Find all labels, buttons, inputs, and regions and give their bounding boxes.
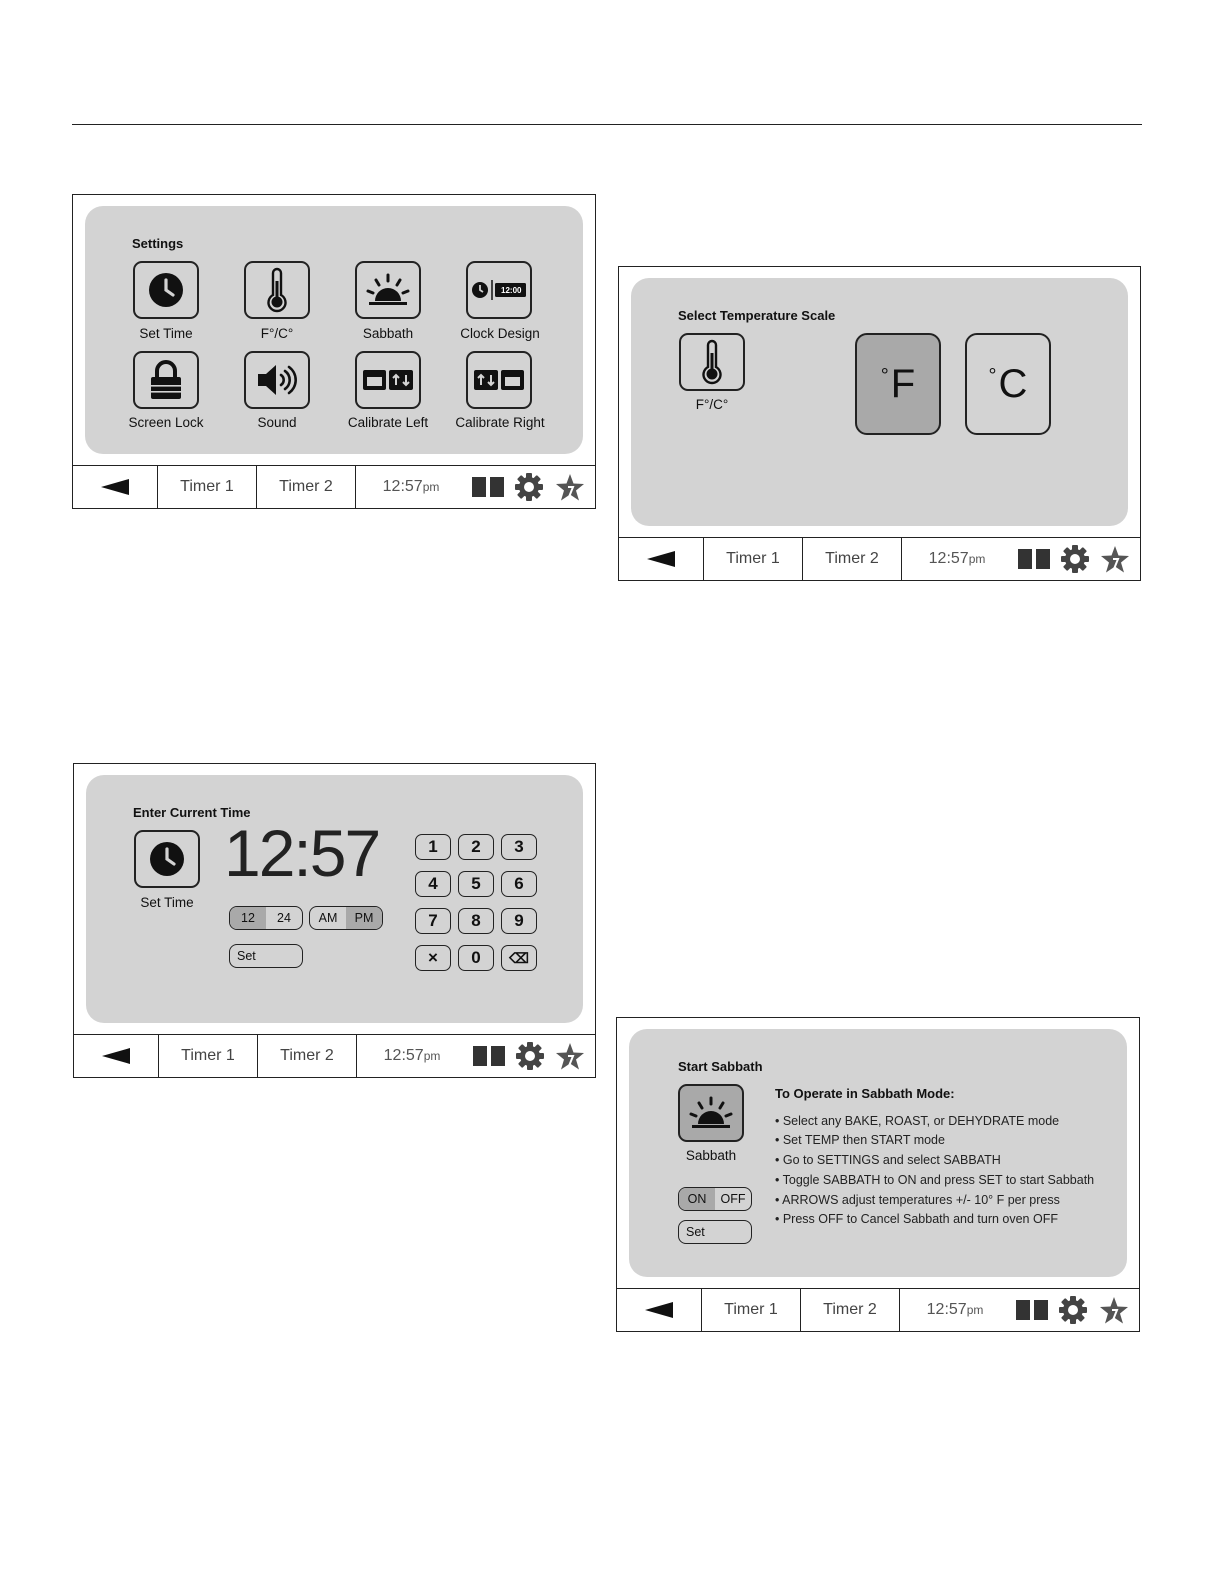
back-button[interactable]: [617, 1289, 702, 1331]
key-0[interactable]: 0: [458, 945, 494, 971]
key-7[interactable]: 7: [415, 908, 451, 934]
bottom-bar: [74, 1034, 595, 1077]
clock-icon: [147, 271, 185, 309]
clock-display: [900, 1289, 1010, 1331]
screen-lock-label: Screen Lock: [128, 415, 204, 430]
celsius-label: C: [998, 361, 1028, 406]
back-arrow-icon: [101, 479, 129, 495]
clock-design-label: Clock Design: [460, 326, 540, 341]
set-button[interactable]: [678, 1220, 752, 1244]
panel-title: Settings: [132, 236, 184, 251]
temperature-scale-panel: [631, 278, 1128, 526]
bar-icons: [466, 466, 595, 508]
calibrate-left-button[interactable]: [355, 351, 421, 409]
instruction-line: • ARROWS adjust temperatures +/- 10° F per press: [775, 1192, 1060, 1207]
clock-time: 12:57: [383, 1047, 424, 1064]
clock-icon: [148, 840, 186, 878]
bottom-bar: [619, 537, 1140, 580]
gear-icon[interactable]: [515, 473, 543, 501]
clock-period: pm: [966, 1303, 984, 1317]
temp-scale-label: F°/C°: [695, 397, 729, 412]
star-icon[interactable]: [1100, 545, 1130, 573]
key-4[interactable]: 4: [415, 871, 451, 897]
timer-2-button[interactable]: Timer 2: [803, 538, 902, 580]
clock-display: [357, 1035, 467, 1077]
backspace-key[interactable]: ⌫: [501, 945, 537, 971]
bar-icons: [1012, 538, 1140, 580]
format-24-option[interactable]: 24: [277, 911, 291, 925]
hour-format-toggle[interactable]: [229, 906, 303, 930]
clock-time: 12:57: [382, 478, 423, 495]
sunrise-icon: [688, 1096, 734, 1130]
sound-label: Sound: [257, 415, 297, 430]
sabbath-on-off-toggle[interactable]: [678, 1187, 752, 1211]
clock-period: pm: [422, 480, 440, 494]
key-1[interactable]: 1: [415, 834, 451, 860]
clock-period: pm: [423, 1049, 441, 1063]
key-5[interactable]: 5: [458, 871, 494, 897]
timer-2-button[interactable]: Timer 2: [258, 1035, 357, 1077]
set-time-button[interactable]: [133, 261, 199, 319]
clock-period: pm: [968, 552, 986, 566]
instruction-line: • Go to SETTINGS and select SABBATH: [775, 1153, 1001, 1168]
instruction-line: • Select any BAKE, ROAST, or DEHYDRATE mode: [775, 1113, 1060, 1128]
settings-panel: [85, 206, 583, 454]
timer-1-button[interactable]: Timer 1: [159, 1035, 258, 1077]
instruction-line: • Press OFF to Cancel Sabbath and turn oven OFF: [775, 1212, 1058, 1227]
timer-1-button[interactable]: Timer 1: [158, 466, 257, 508]
key-9[interactable]: 9: [501, 908, 537, 934]
calibrate-left-icon: [362, 368, 414, 392]
enter-time-screen: [73, 763, 596, 1078]
sunrise-icon: [365, 273, 411, 307]
sabbath-tile: [678, 1084, 744, 1142]
back-button[interactable]: [74, 1035, 159, 1077]
degree-symbol: °: [988, 364, 997, 387]
calibrate-right-button[interactable]: [466, 351, 532, 409]
set-button-label: Set: [686, 1225, 705, 1239]
star-icon[interactable]: [555, 473, 585, 501]
calibrate-left-label: Calibrate Left: [347, 415, 429, 430]
clock-time: 12:57: [926, 1301, 967, 1318]
set-time-label: Set Time: [140, 895, 194, 910]
back-arrow-icon: [645, 1302, 673, 1318]
sabbath-screen: [616, 1017, 1140, 1332]
set-time-tile: [134, 830, 200, 888]
gear-icon[interactable]: [1059, 1296, 1087, 1324]
dual-oven-icon[interactable]: [473, 1046, 505, 1066]
sabbath-label: Sabbath: [362, 326, 414, 341]
format-12-option[interactable]: 12: [230, 907, 266, 929]
sound-button[interactable]: [244, 351, 310, 409]
timer-1-button[interactable]: Timer 1: [702, 1289, 801, 1331]
clock-time: 12:57: [928, 550, 969, 567]
timer-2-button[interactable]: Timer 2: [257, 466, 356, 508]
panel-title: Select Temperature Scale: [678, 308, 836, 323]
bar-icons: [1010, 1289, 1139, 1331]
fahrenheit-button[interactable]: [855, 333, 941, 435]
temperature-scale-screen: [618, 266, 1141, 581]
sabbath-panel: [629, 1029, 1127, 1277]
clock-design-display: 12:00: [501, 286, 522, 295]
back-arrow-icon: [102, 1048, 130, 1064]
key-8[interactable]: 8: [458, 908, 494, 934]
settings-screen: [72, 194, 596, 509]
sabbath-instructions: [775, 1084, 1120, 1230]
am-option[interactable]: AM: [318, 911, 338, 925]
celsius-button[interactable]: [965, 333, 1051, 435]
page-divider-rule: [72, 124, 1142, 125]
back-button[interactable]: [619, 538, 704, 580]
star-icon[interactable]: [1099, 1296, 1129, 1324]
dual-oven-icon[interactable]: [1016, 1300, 1048, 1320]
star-icon[interactable]: [555, 1042, 585, 1070]
sabbath-label: Sabbath: [685, 1148, 737, 1163]
lock-icon: [148, 359, 184, 401]
time-display: 12:57: [224, 816, 380, 890]
calibrate-right-icon: [473, 368, 525, 392]
panel-title: Start Sabbath: [678, 1059, 763, 1074]
set-button[interactable]: [229, 944, 303, 968]
sabbath-button[interactable]: [355, 261, 421, 319]
gear-icon[interactable]: [516, 1042, 544, 1070]
clock-display: [902, 538, 1012, 580]
bottom-bar: [73, 465, 595, 508]
clock-display: [356, 466, 466, 508]
clear-key[interactable]: ×: [415, 945, 451, 971]
temp-scale-button[interactable]: [244, 261, 310, 319]
timer-2-button[interactable]: Timer 2: [801, 1289, 900, 1331]
set-button-label: Set: [237, 949, 256, 963]
key-3[interactable]: 3: [501, 834, 537, 860]
temp-scale-tile: [679, 333, 745, 391]
thermometer-icon: [699, 339, 725, 385]
screen-lock-button[interactable]: [133, 351, 199, 409]
off-option[interactable]: OFF: [720, 1192, 746, 1206]
bottom-bar: [617, 1288, 1139, 1331]
temp-scale-label: F°/C°: [260, 326, 294, 341]
instructions-title: [775, 1084, 1120, 1105]
panel-title: Enter Current Time: [133, 805, 251, 820]
fahrenheit-label: F: [890, 361, 916, 406]
enter-time-panel: [86, 775, 583, 1023]
timer-1-button[interactable]: Timer 1: [704, 538, 803, 580]
on-option[interactable]: ON: [679, 1188, 715, 1210]
instruction-line: • Set TEMP then START mode: [775, 1133, 945, 1148]
instructions-title-text: To Operate in Sabbath Mode:: [775, 1086, 955, 1101]
key-2[interactable]: 2: [458, 834, 494, 860]
thermometer-icon: [264, 267, 290, 313]
speaker-icon: [256, 363, 298, 397]
instruction-line: • Toggle SABBATH to ON and press SET to start Sabbath: [775, 1172, 1095, 1187]
dual-oven-icon[interactable]: [1018, 549, 1050, 569]
degree-symbol: °: [880, 364, 889, 387]
bar-icons: [467, 1035, 595, 1077]
key-6[interactable]: 6: [501, 871, 537, 897]
back-arrow-icon: [647, 551, 675, 567]
gear-icon[interactable]: [1061, 545, 1089, 573]
clock-design-button[interactable]: [466, 261, 532, 319]
back-button[interactable]: [73, 466, 158, 508]
calibrate-right-label: Calibrate Right: [455, 415, 545, 430]
dual-oven-icon[interactable]: [472, 477, 504, 497]
pm-option[interactable]: PM: [346, 907, 382, 929]
period-toggle[interactable]: [309, 906, 383, 930]
set-time-label: Set Time: [139, 326, 193, 341]
